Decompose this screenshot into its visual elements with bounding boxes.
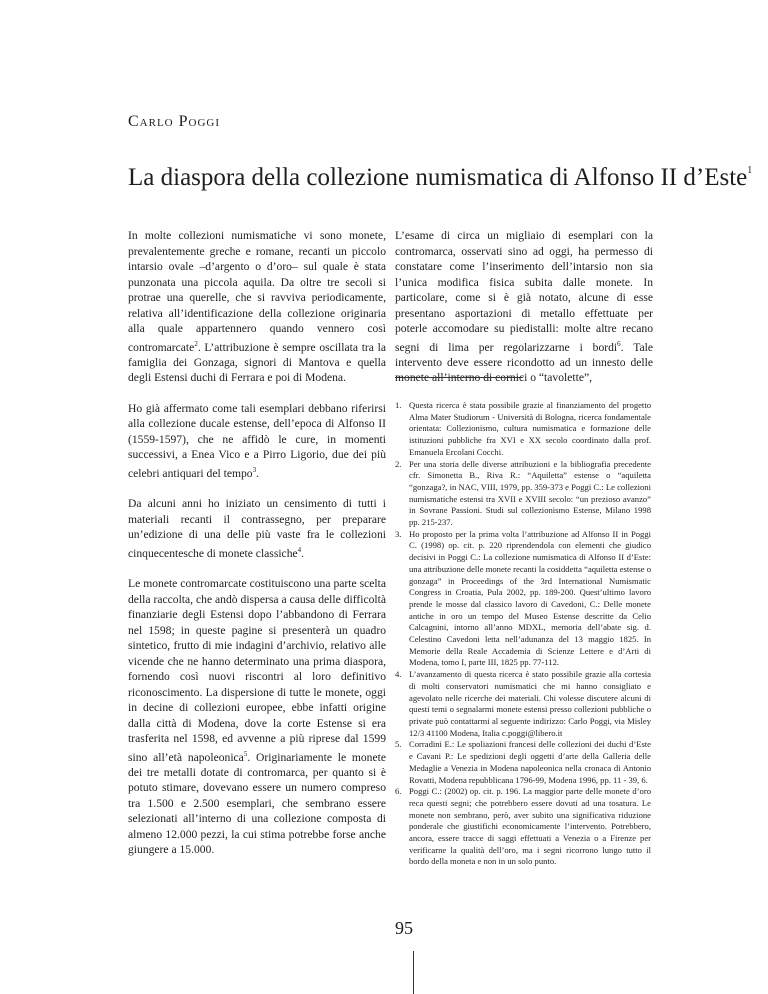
author-name: Carlo Poggi: [128, 113, 221, 130]
article-title-text: La diaspora della collezione numismatica di Alfonso II d’Este: [128, 164, 748, 191]
footnote-text: Ho proposto per la prima volta l’attribuzione ad Alfonso II in Poggi C. (1998) op. cit. p. 220 riprendendola con elementi che giudico decisivi in Poggi C.: La collezione numismatica di Alfonso II d’Este: una attribuzione delle monete recanti la cosiddetta “aquiletta estense o gonzaga” in Proceedings of the 3rd International Numismatic Congress in Croatia, Pula 2002, pp. 189-200. Quest’ultimo lavoro prende le mosse dal classico lavoro di Cavedoni, C.: Delle monete antiche in oro un tempo del Museo Estense descritte da Celio Calcagnini, intorno all’anno MDXL, memoria dell’abate sig. d. Celestino Cavedoni letta nell’adunanza del 13 maggio 1825. In Memorie della Reale Accademia di Scienze Lettere e d’Arti di Modena, tomo I, parte III, 1825 pp. 77-112.: [409, 528, 651, 668]
page-number: 95: [395, 918, 413, 938]
footnote-text: Poggi C.: (2002) op. cit. p. 196. La maggior parte delle monete d’oro reca questi segni; che potrebbero essere dovuti ad una tosatura. Le monete non sembrano, però, aver subito una significativa riduzione ponderale che giustifichi economicamente l’intervento. Potrebbero, ancora, essere tracce di saggi effettuati a Venezia o a Firenze per verificarne la qualità dell’oro, ma i segni ricorrono lungo tutto il bordo della moneta e non in un solo punto.: [409, 786, 651, 867]
footnote-number: 2.: [395, 458, 402, 469]
paragraph: In molte collezioni numismatiche vi sono monete, prevalentemente greche e romane, recanti un piccolo intarsio ovale –d’argento o d’oro– sul quale è stata punzonata una piccola aquila. Da oltre tre secoli si protrae una querelle, che si ravviva periodicamente, relativa all’identificazione della collezione originaria alla quale appartennero quando vennero così contromarcate$^2$. L’attribuzione è sempre oscillata tra la famiglia dei Gonzaga, signori di Mantova e quella degli Estensi duchi di Ferrara e poi di Modena.: [128, 229, 386, 385]
footnote-text: L’avanzamento di questa ricerca è stato possibile grazie alla cortesia di molti conservatori numismatici che mi hanno consigliato e agevolato nelle ricerche dei materiali. Chi volesse discutere alcuni di questi temi o segnalarmi monete estensi presso collezioni pubbliche o private può contattarmi al seguente indirizzo: Carlo Poggi, via Misley 12/3 41100 Modena, Italia c.poggi@libero.it: [409, 669, 651, 738]
footnote-number: 3.: [395, 528, 402, 539]
note-ref: 2: [194, 339, 198, 348]
footnotes: [395, 400, 651, 868]
footnote: [395, 400, 651, 459]
footnote-text: Corradini E.: Le spoliazioni francesi delle collezioni dei duchi d’Este e Cavani P.: Le spedizioni degli oggetti d’arte della Galleria delle Medaglie a Venezia in Modena napoleonica nella cronaca di Antonio Rovatti, Modena repubblicana 1796-99, Modena 1996, pp. 11 - 39, 6.: [409, 739, 651, 785]
footnote-separator: [395, 377, 523, 378]
note-ref: 5: [243, 749, 248, 758]
paragraph: Da alcuni anni ho iniziato un censimento di tutti i materiali recanti il contrassegno, per preparare un’edizione di una delle più vaste fra le collezioni cinquecentesche di monete classiche$^4$.: [128, 497, 386, 560]
footnote: [395, 669, 651, 739]
footnote: [395, 739, 651, 786]
footnote-text: Per una storia delle diverse attribuzioni e la bibliografia precedente cfr. Simonetta B., Riva R.: “Aquiletta” estense o “aquiletta “gonzaga?, in NAC, VIII, 1979, pp. 359-373 e Poggi C.: Le collezioni numismatiche estensi tra XVII e XVIII secolo: “un prezioso avanzo” in Sovrane Passioni. Studi sul collezionismo Estense, Milano 1998 pp. 215-237.: [409, 458, 651, 528]
title-note-ref: 1: [747, 165, 753, 176]
paragraph: Le monete contromarcate costituiscono una parte scelta della raccolta, che andò dispersa a causa delle difficoltà finanziarie degli Estensi dopo l’abbandono di Ferrara nel 1598; in queste pagine si presenterà un quadro sintetico, frutto di mie indagini d’archivio, relativo alle vicende che ne hanno determinato una prima diaspora, fornendo così nuovi riscontri al loro definitivo riconoscimento. La dispersione di tutte le monete, oggi in decine di collezioni europee, ebbe infatti origine dalla città di Modena, dove la corte Estense si era trasferita nel 1598, ed avvenne a più riprese dal 1599 sino all’età napoleonica$^5$. Originariamente le monete dei tre metalli dotate di contromarca, per quanto si è potuto stimare, dovevano essere un numero compreso tra 1.500 e 2.500 esemplari, che sembrano essere selezionati all’interno di una collezione composta di almeno 12.000 pezzi, la cui stima potrebbe forse anche giungere a 15.000.: [128, 577, 386, 857]
article-title: [128, 163, 753, 193]
footnote-text: Questa ricerca è stata possibile grazie al finanziamento del progetto Alma Mater Studiorum - Università di Bologna, ricerca fondamentale orientata: Collezionismo, cultura numismatica e formazione delle istituzioni pubbliche fra XVI e XX secolo coordinato dalla prof. Emanuela Ercolani Cocchi.: [409, 400, 651, 457]
footnote: [395, 529, 651, 669]
note-ref: 3: [252, 465, 257, 474]
footnote-number: 6.: [395, 786, 402, 797]
paragraph: Ho già affermato come tali esemplari debbano riferirsi alla collezione ducale estense, dell’epoca di Alfonso II (1559-1597), che ne affidò le cure, in momenti successivi, a Enea Vico e a Pirro Ligorio, due dei più celebri antiquari del tempo$^3$.: [128, 401, 386, 480]
paragraph: L’esame di circa un migliaio di esemplari con la contromarca, osservati sino ad oggi, ha permesso di constatare come l’inserimento dell’intarsio non sia l’unica modifica fisica subita dalle monete. In particolare, come si è già notato, alcune di esse presentano asportazioni di metallo effettuate per poterle accomodare su piedistalli: molte altre recano segni di lima per regolarizzarne i bordi$^6$. Tale intervento deve essere ricondotto ad un innesto delle monete all’interno di cornici o “tavolette”,: [395, 229, 654, 385]
footnote: [395, 459, 651, 529]
footnote-number: 1.: [395, 400, 402, 410]
note-ref: 6: [617, 339, 621, 348]
footnote-number: 4.: [395, 669, 402, 680]
footnote-number: 5.: [395, 739, 402, 750]
page-number-rule: [413, 951, 414, 994]
note-ref: 4: [297, 545, 302, 554]
body-column-left: [128, 228, 386, 873]
body-column-right: [395, 228, 653, 401]
footnote: [395, 786, 651, 868]
